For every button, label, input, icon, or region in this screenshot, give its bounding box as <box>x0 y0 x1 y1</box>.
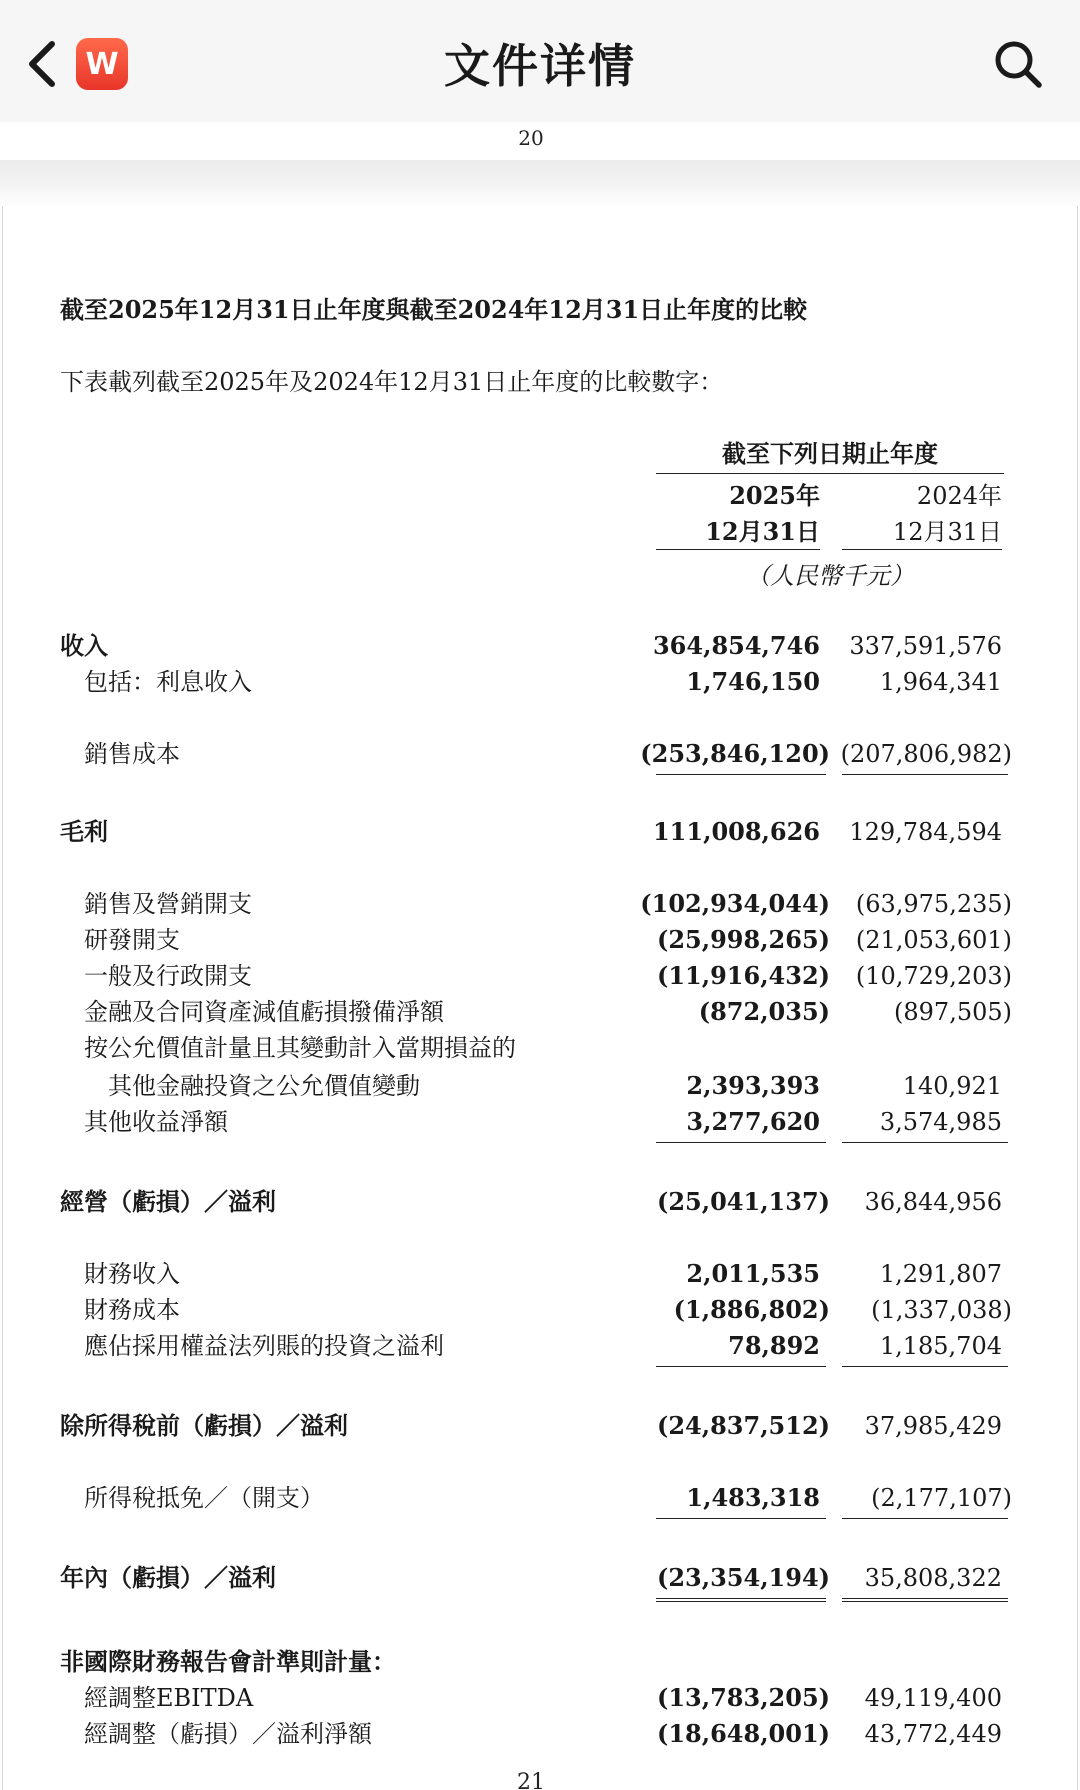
page-title: 文件详情 <box>444 39 636 93</box>
intro-text: 下表載列截至2025年及2024年12月31日止年度的比較數字： <box>60 368 724 396</box>
subtotal-rule <box>842 1366 1008 1367</box>
app-header <box>0 0 1080 122</box>
subtotal-rule <box>656 774 826 775</box>
table-row: 其他收益淨額 3,277,620 3,574,985 <box>84 1107 1002 1136</box>
column-underline <box>656 549 820 550</box>
table-row: 研發開支 (25,998,265) (21,053,601) <box>84 925 1012 954</box>
search-button[interactable] <box>992 38 1044 90</box>
table-row: 包括：利息收入 1,746,150 1,964,341 <box>84 667 1002 696</box>
table-row: 財務收入 2,011,535 1,291,807 <box>84 1259 1002 1288</box>
table-row: 除所得稅前（虧損）／溢利 (24,837,512) 37,985,429 <box>60 1411 1002 1440</box>
column-header-2025: 2025年 12月31日 <box>705 481 820 546</box>
table-row: 所得稅抵免／（開支） 1,483,318 (2,177,107) <box>84 1483 1012 1512</box>
table-row: 銷售及營銷開支 (102,934,044) (63,975,235) <box>84 889 1012 918</box>
column-underline <box>842 549 1002 550</box>
app-logo: W <box>76 38 128 90</box>
table-row: 應佔採用權益法列賬的投資之溢利 78,892 1,185,704 <box>84 1331 1002 1360</box>
table-row: 金融及合同資產減值虧損撥備淨額 (872,035) (897,505) <box>84 997 1012 1026</box>
table-row: 一般及行政開支 (11,916,432) (10,729,203) <box>84 961 1012 990</box>
table-row: 財務成本 (1,886,802) (1,337,038) <box>84 1295 1012 1324</box>
table-row: 毛利 111,008,626 129,784,594 <box>60 817 1002 846</box>
table-row: 按公允價值計量且其變動計入當期損益的 <box>84 1034 516 1062</box>
search-icon <box>992 38 1044 90</box>
subtotal-rule <box>842 1142 1008 1143</box>
unit-label: （人民幣千元） <box>746 562 914 590</box>
total-double-rule <box>842 1598 1008 1602</box>
table-row: 非國際財務報告會計準則計量： <box>60 1647 396 1676</box>
subtotal-rule <box>656 1366 826 1367</box>
table-row: 其他金融投資之公允價值變動 2,393,393 140,921 <box>108 1071 1002 1100</box>
subtotal-rule <box>842 774 1008 775</box>
subtotal-rule <box>842 1518 1008 1519</box>
page-number-bottom: 21 <box>517 1770 545 1790</box>
column-group-header: 截至下列日期止年度 <box>656 434 1004 474</box>
page-separator <box>0 160 1080 208</box>
total-double-rule <box>656 1598 826 1602</box>
table-row: 銷售成本 (253,846,120) (207,806,982) <box>84 739 1012 768</box>
page-number-top: 20 <box>518 126 544 150</box>
column-header-2024: 2024年 12月31日 <box>892 482 1002 546</box>
table-row: 年內（虧損）／溢利 (23,354,194) 35,808,322 <box>60 1563 1002 1592</box>
table-row: 收入 364,854,746 337,591,576 <box>60 631 1002 660</box>
table-row: 經調整EBITDA (13,783,205) 49,119,400 <box>84 1683 1002 1712</box>
subtotal-rule <box>656 1142 826 1143</box>
table-row: 經營（虧損）／溢利 (25,041,137) 36,844,956 <box>60 1187 1002 1216</box>
table-row: 經調整（虧損）／溢利淨額 (18,648,001) 43,772,449 <box>84 1719 1002 1748</box>
subtotal-rule <box>656 1518 826 1519</box>
section-heading: 截至2025年12月31日止年度與截至2024年12月31日止年度的比較 <box>60 295 808 324</box>
